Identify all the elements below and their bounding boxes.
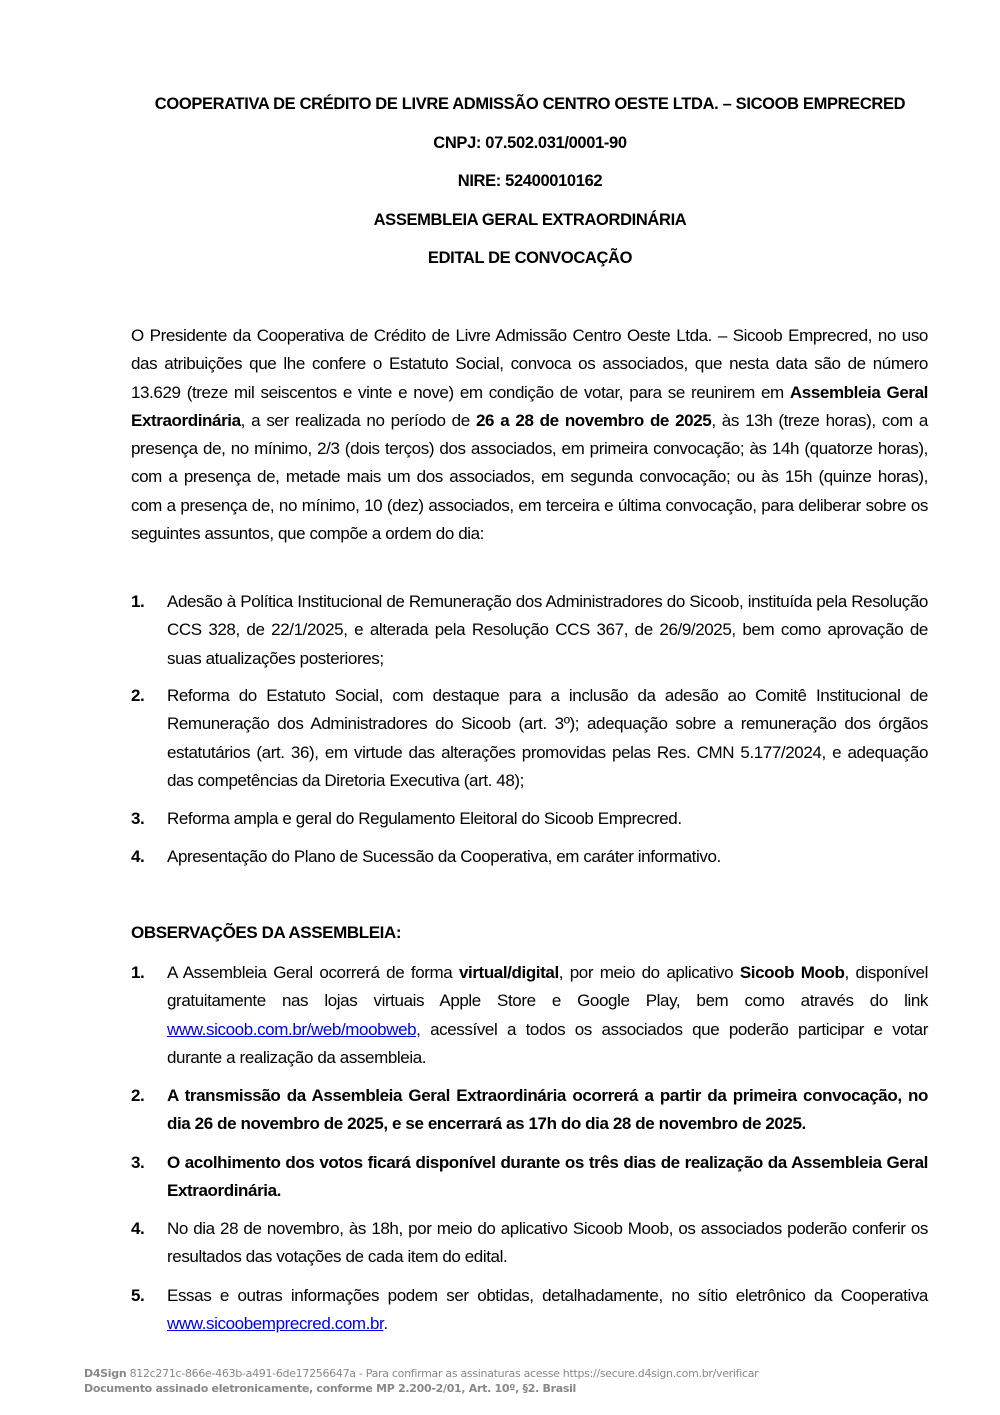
agenda-item	[131, 682, 928, 795]
agenda-item-text: Reforma ampla e geral do Regulamento Eleitoral do Sicoob Emprecred.	[167, 809, 682, 828]
obs-bold-virtual: virtual/digital	[458, 963, 559, 982]
observation-item-number: 1.	[131, 963, 145, 982]
observation-item-number: 3.	[131, 1153, 145, 1172]
observation-item	[131, 959, 928, 1072]
cnpj-heading: CNPJ: 07.502.031/0001-90	[433, 134, 627, 152]
observation-item	[131, 1282, 928, 1339]
agenda-item-text: Reforma do Estatuto Social, com destaque para a inclusão da adesão ao Comitê Institucional de Remuneração dos Administradores do Sicoob (art. 3º); adequação sobre a remuneração dos órgãos estatutários (art. 36), em virtude das alterações promovidas pelas Res. CMN 5.177/2024, e adequação das competências da Diretoria Executiva (art. 48);	[167, 686, 928, 790]
agenda-item-number: 2.	[131, 686, 145, 705]
observation-item-text: O acolhimento dos votos ficará disponível durante os três dias de realização da Assembleia Geral Extraordinária.	[167, 1153, 928, 1201]
observation-item-number: 5.	[131, 1286, 145, 1305]
footer-line-2: Documento assinado eletronicamente, conforme MP 2.200-2/01, Art. 10º, §2. Brasil	[84, 1382, 577, 1395]
observation-item	[131, 1215, 928, 1272]
agenda-item-text: Adesão à Política Institucional de Remuneração dos Administradores do Sicoob, instituída pela Resolução CCS 328, de 22/1/2025, e alterada pela Resolução CCS 367, de 26/9/2025, bem como aprovação de suas atualizações posteriores;	[167, 592, 928, 668]
d4sign-brand: D4Sign	[84, 1367, 127, 1380]
obs-text: Essas e outras informações podem ser obtidas, detalhadamente, no sítio eletrônico da Cooperativa	[167, 1286, 928, 1305]
observation-item-text	[167, 959, 928, 1072]
observation-item-number: 4.	[131, 1219, 145, 1238]
org-name-heading: COOPERATIVA DE CRÉDITO DE LIVRE ADMISSÃO CENTRO OESTE LTDA. – SICOOB EMPRECRED	[154, 95, 906, 113]
intro-text-3: , às 13h (treze horas), com a presença de, no mínimo, 2/3 (dois terços) dos associados, em primeira convocação; às 14h (quatorze horas), com a presença de, metade mais um dos associados, em segunda convocação; ou às 15h (quinze horas), com a presença de, no mínimo, 10 (dez) associados, em terceira e última convocação, para deliberar sobre os seguintes assuntos, que compõe a ordem do dia:	[131, 410, 928, 544]
intro-paragraph	[131, 322, 928, 548]
obs-text: A Assembleia Geral ocorrerá de forma	[167, 963, 459, 982]
observation-item-number: 2.	[131, 1086, 145, 1105]
agenda-item-number: 1.	[131, 592, 145, 611]
moobweb-link[interactable]: www.sicoob.com.br/web/moobweb,	[167, 1019, 421, 1039]
signature-footer	[84, 1366, 758, 1396]
observation-item-text	[167, 1282, 928, 1339]
obs-text: , por meio do aplicativo	[558, 963, 740, 982]
intro-text-2: , a ser realizada no período de	[240, 410, 476, 430]
intro-bold-assembly: Assembleia Geral Extraordinária	[131, 382, 928, 430]
observation-item-text: A transmissão da Assembleia Geral Extraordinária ocorrerá a partir da primeira convocação, no dia 26 de novembro de 2025, e se encerrará as 17h do dia 28 de novembro de 2025.	[167, 1086, 928, 1134]
obs-text: acessível a todos os associados que poderão participar e votar durante a realização da assembleia.	[167, 1019, 928, 1067]
footer-verification-text: 812c271c-866e-463b-a491-6de17256647a - Para confirmar as assinaturas acesse https://secure.d4sign.com.br/verificar	[126, 1367, 759, 1380]
cooperative-website-link[interactable]: www.sicoobemprecred.com.br	[167, 1314, 384, 1334]
observation-item-text: No dia 28 de novembro, às 18h, por meio do aplicativo Sicoob Moob, os associados poderão conferir os resultados das votações de cada item do edital.	[167, 1219, 928, 1267]
obs-bold-app: Sicoob Moob	[739, 963, 845, 982]
agenda-item	[131, 805, 928, 833]
observation-item	[131, 1149, 928, 1206]
observations-title: OBSERVAÇÕES DA ASSEMBLEIA:	[131, 923, 402, 942]
obs-text: , disponível gratuitamente nas lojas virtuais Apple Store e Google Play, bem como através do link	[167, 963, 928, 1011]
intro-text-1: O Presidente da Cooperativa de Crédito de Livre Admissão Centro Oeste Ltda. – Sicoob Emprecred, no uso das atribuições que lhe confere o Estatuto Social, convoca os associados, que nesta data são de número 13.629 (treze mil seiscentos e vinte e nove) em condição de votar, para se reunirem em	[131, 326, 928, 402]
nire-heading: NIRE: 52400010162	[457, 172, 603, 190]
footer-line-1	[84, 1366, 758, 1381]
notice-title-heading: EDITAL DE CONVOCAÇÃO	[427, 249, 633, 267]
assembly-type-heading: ASSEMBLEIA GERAL EXTRAORDINÁRIA	[373, 211, 687, 229]
agenda-item-number: 3.	[131, 809, 145, 828]
obs-text: .	[383, 1314, 388, 1334]
intro-bold-dates: 26 a 28 de novembro de 2025	[475, 410, 712, 430]
agenda-item-number: 4.	[131, 847, 145, 866]
agenda-item-text: Apresentação do Plano de Sucessão da Cooperativa, em caráter informativo.	[167, 847, 721, 866]
observation-item	[131, 1082, 928, 1139]
agenda-item	[131, 588, 928, 673]
agenda-item	[131, 843, 928, 871]
